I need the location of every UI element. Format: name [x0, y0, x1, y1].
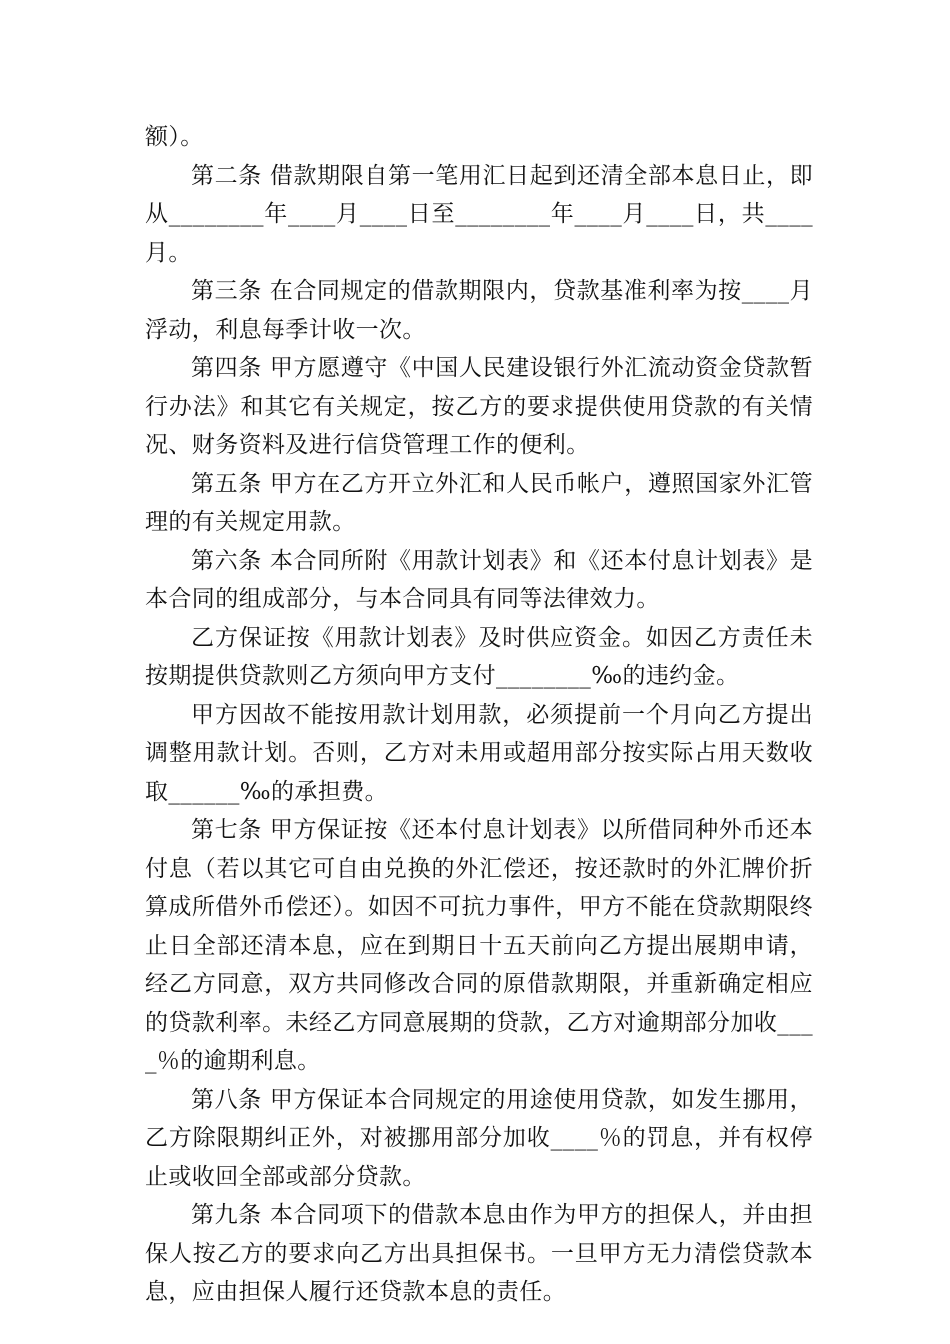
document-body — [145, 118, 813, 1312]
paragraph-article-7: 第七条 甲方保证按《还本付息计划表》以所借同种外币还本付息（若以其它可自由兑换的外汇偿还，按还款时的外汇牌价折算成所借外币偿还）。如因不可抗力事件，甲方不能在贷款期限终止日全部还清本息，应在到期日十五天前向乙方提出展期申请，经乙方同意，双方共同修改合同的原借款期限，并重新确定相应的贷款利率。未经乙方同意展期的贷款，乙方对逾期部分加收____％的逾期利息。 — [145, 817, 813, 1074]
paragraph-article-6: 第六条 本合同所附《用款计划表》和《还本付息计划表》是本合同的组成部分，与本合同具有同等法律效力。 — [145, 547, 813, 612]
paragraph-article-9: 第九条 本合同项下的借款本息由作为甲方的担保人，并由担保人按乙方的要求向乙方出具担保书。一旦甲方无力清偿贷款本息，应由担保人履行还贷款本息的责任。 — [145, 1202, 813, 1305]
paragraph-article-2: 第二条 借款期限自第一笔用汇日起到还清全部本息日止，即从________年____月____日至________年____月____日，共____月。 — [145, 162, 813, 266]
paragraph-article-6-adjust: 甲方因故不能按用款计划用款，必须提前一个月向乙方提出调整用款计划。否则，乙方对未用或超用部分按实际占用天数收取______‰的承担费。 — [145, 701, 813, 805]
paragraph-article-3: 第三条 在合同规定的借款期限内，贷款基准利率为按____月浮动，利息每季计收一次。 — [145, 278, 813, 343]
paragraph-article-8: 第八条 甲方保证本合同规定的用途使用贷款，如发生挪用，乙方除限期纠正外，对被挪用部分加收____％的罚息，并有权停止或收回全部或部分贷款。 — [145, 1086, 813, 1190]
paragraph-article-5: 第五条 甲方在乙方开立外汇和人民币帐户，遵照国家外汇管理的有关规定用款。 — [145, 470, 813, 535]
paragraph-continuation: 额）。 — [145, 124, 204, 150]
paragraph-article-4: 第四条 甲方愿遵守《中国人民建设银行外汇流动资金贷款暂行办法》和其它有关规定，按乙方的要求提供使用贷款的有关情况、财务资料及进行信贷管理工作的便利。 — [145, 355, 813, 458]
paragraph-article-6-supply: 乙方保证按《用款计划表》及时供应资金。如因乙方责任未按期提供贷款则乙方须向甲方支付________‰的违约金。 — [145, 624, 813, 689]
